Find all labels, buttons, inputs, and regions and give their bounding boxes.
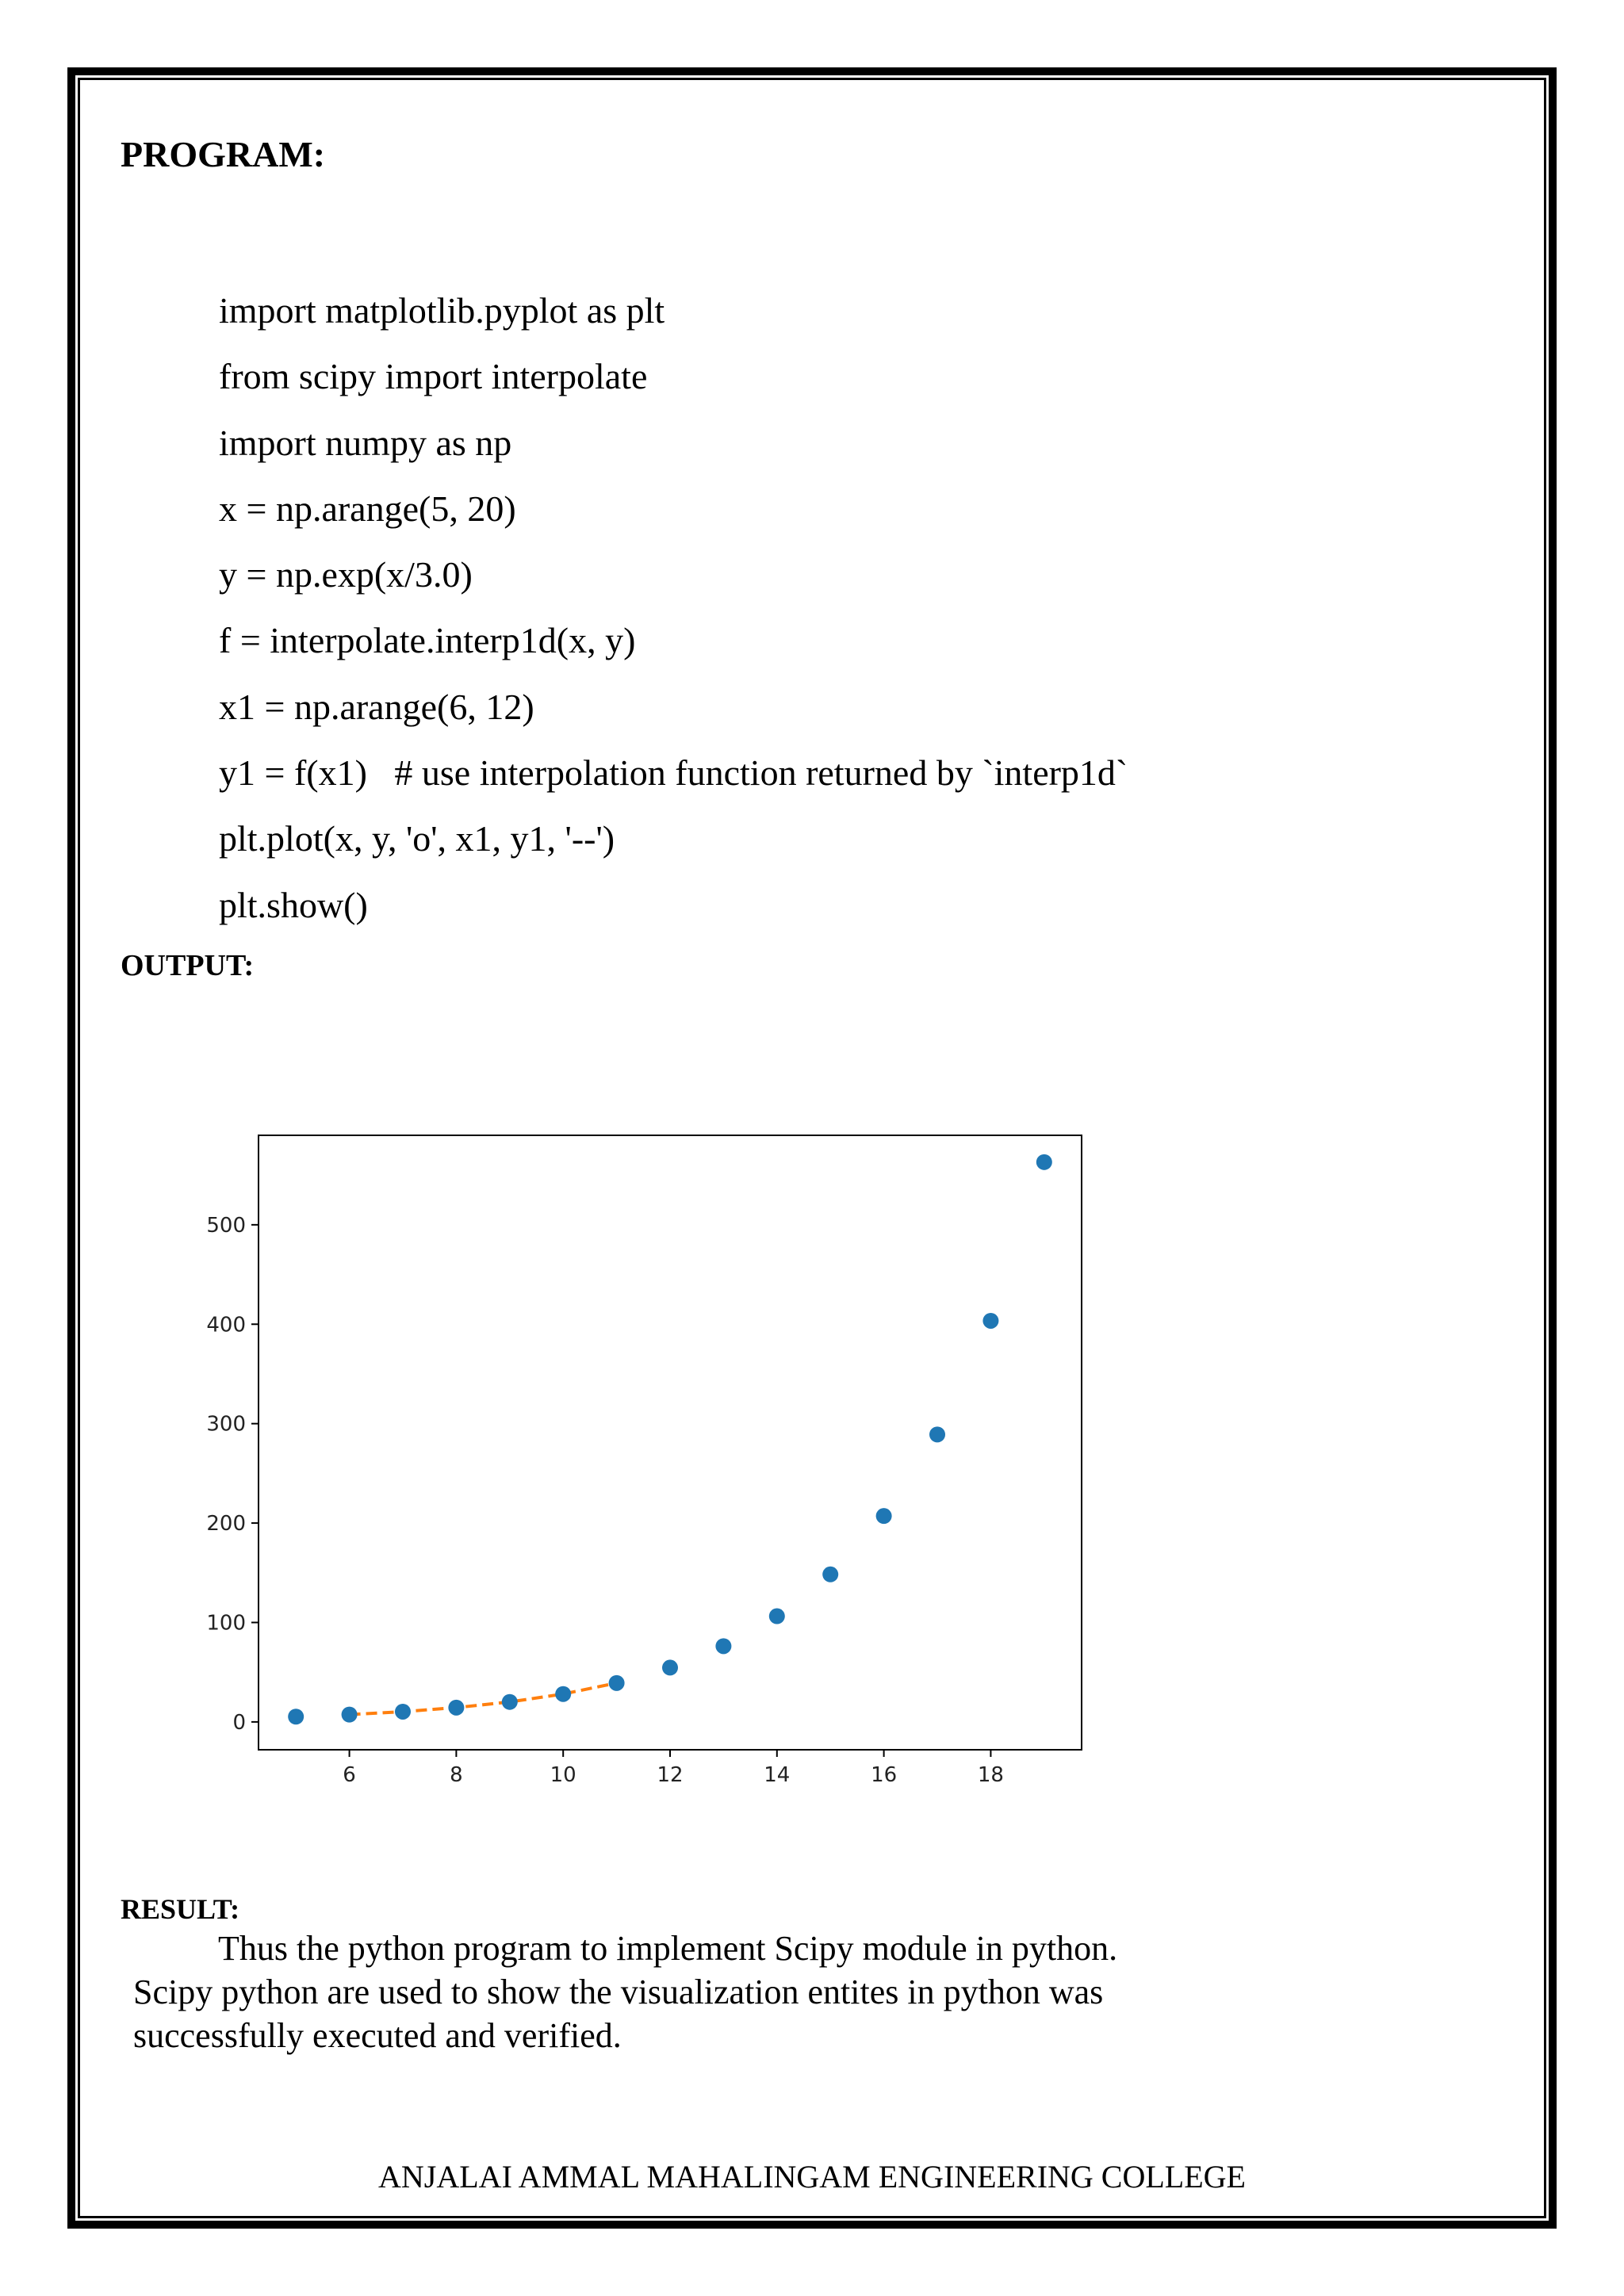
data-point bbox=[555, 1686, 571, 1702]
data-point bbox=[982, 1313, 998, 1329]
x-tick-label: 14 bbox=[764, 1763, 791, 1787]
code-line: import numpy as np bbox=[219, 422, 512, 463]
output-chart bbox=[182, 1118, 1102, 1816]
code-line: from scipy import interpolate bbox=[219, 356, 648, 397]
interpolated-dashed-line bbox=[350, 1683, 617, 1715]
result-line: Scipy python are used to show the visualization entites in python was bbox=[133, 1973, 1104, 2011]
data-point bbox=[502, 1694, 518, 1710]
code-line: import matplotlib.pyplot as plt bbox=[219, 290, 665, 331]
y-tick-label: 500 bbox=[206, 1213, 246, 1238]
y-tick-label: 400 bbox=[206, 1313, 246, 1337]
data-point bbox=[395, 1704, 411, 1720]
data-point bbox=[662, 1659, 678, 1675]
code-line: y1 = f(x1) # use interpolation function returned by `interp1d` bbox=[219, 752, 1128, 794]
data-point bbox=[715, 1638, 731, 1654]
footer-college-name: ANJALAI AMMAL MAHALINGAM ENGINEERING COLLEGE bbox=[378, 2159, 1246, 2195]
y-tick-label: 0 bbox=[232, 1710, 246, 1735]
data-point bbox=[448, 1700, 464, 1716]
code-line: plt.plot(x, y, 'o', x1, y1, '--') bbox=[219, 818, 615, 859]
data-point bbox=[929, 1426, 945, 1442]
x-tick-label: 10 bbox=[550, 1763, 576, 1787]
data-point bbox=[769, 1609, 785, 1624]
data-point bbox=[609, 1675, 625, 1691]
data-point bbox=[342, 1707, 358, 1723]
y-tick-label: 200 bbox=[206, 1512, 246, 1536]
program-heading: PROGRAM: bbox=[121, 134, 326, 174]
y-tick-label: 300 bbox=[206, 1412, 246, 1437]
result-line: successfully executed and verified. bbox=[133, 2016, 622, 2055]
code-line: plt.show() bbox=[219, 884, 368, 925]
x-tick-label: 12 bbox=[657, 1763, 684, 1787]
plot-frame bbox=[259, 1135, 1082, 1750]
result-heading: RESULT: bbox=[121, 1893, 240, 1925]
program-code-block bbox=[219, 277, 1128, 938]
x-tick-label: 16 bbox=[871, 1763, 898, 1787]
chart-svg bbox=[182, 1118, 1102, 1816]
data-point bbox=[288, 1709, 304, 1724]
code-line: y = np.exp(x/3.0) bbox=[219, 554, 473, 595]
result-line: Thus the python program to implement Scipy module in python. bbox=[218, 1929, 1118, 1968]
data-point bbox=[822, 1567, 838, 1582]
x-tick-label: 18 bbox=[977, 1763, 1004, 1787]
data-point bbox=[876, 1508, 892, 1524]
code-line: f = interpolate.interp1d(x, y) bbox=[219, 620, 636, 661]
data-point bbox=[1036, 1154, 1052, 1170]
x-tick-label: 6 bbox=[343, 1763, 356, 1787]
result-paragraph bbox=[133, 1927, 1402, 2057]
y-tick-label: 100 bbox=[206, 1611, 246, 1636]
code-line: x1 = np.arange(6, 12) bbox=[219, 686, 534, 727]
x-tick-label: 8 bbox=[450, 1763, 463, 1787]
output-heading: OUTPUT: bbox=[121, 949, 255, 982]
code-line: x = np.arange(5, 20) bbox=[219, 488, 516, 529]
